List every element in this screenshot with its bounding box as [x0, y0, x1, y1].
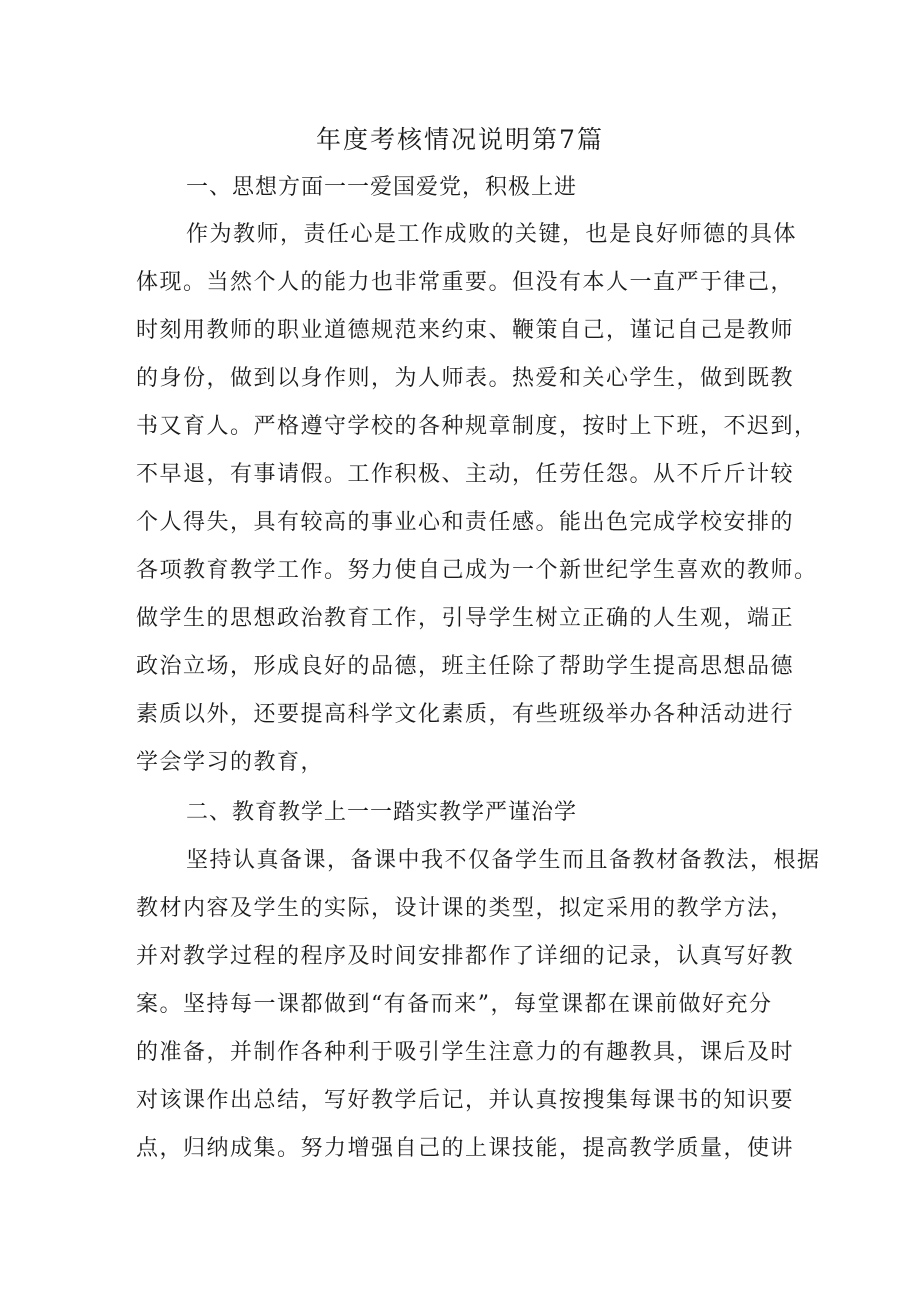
page-title: 年度考核情况说明第7篇 [316, 125, 604, 154]
paragraph-line: 素质以外，还要提高科学文化素质，有些班级举办各种活动进行 [136, 702, 795, 727]
section-heading-1: 一、思想方面一一爱国爱党，积极上进 [186, 175, 578, 200]
paragraph-line: 作为教师，责任心是工作成败的关键，也是良好师德的具体 [186, 222, 798, 247]
paragraph-line: 的准备，并制作各种利于吸引学生注意力的有趣教具，课后及时 [136, 1040, 795, 1065]
paragraph-line: 的身份，做到以身作则，为人师表。热爱和关心学生，做到既教 [136, 366, 795, 391]
section-heading-2: 二、教育教学上一一踏实教学严谨治学 [186, 800, 578, 825]
paragraph-line: 点，归纳成集。努力增强自己的上课技能，提高教学质量，使讲 [136, 1136, 795, 1161]
paragraph-line: 书又育人。严格遵守学校的各种规章制度，按时上下班，不迟到， [136, 414, 818, 439]
paragraph-line: 个人得失，具有较高的事业心和责任感。能出色完成学校安排的 [136, 510, 795, 535]
paragraph-line: 政治立场，形成良好的品德，班主任除了帮助学生提高思想品德 [136, 654, 795, 679]
paragraph-line: 做学生的思想政治教育工作，引导学生树立正确的人生观，端正 [136, 606, 795, 631]
paragraph-line: 体现。当然个人的能力也非常重要。但没有本人一直严于律己， [136, 270, 795, 295]
paragraph-line: 对该课作出总结，写好教学后记，并认真按搜集每课书的知识要 [136, 1088, 795, 1113]
paragraph-line: 各项教育教学工作。努力使自己成为一个新世纪学生喜欢的教师。 [136, 558, 818, 583]
paragraph-line: 并对教学过程的程序及时间安排都作了详细的记录，认真写好教 [136, 944, 795, 969]
paragraph-line: 坚持认真备课，备课中我不仅备学生而且备教材备教法，根据 [186, 848, 821, 873]
paragraph-line: 教材内容及学生的实际，设计课的类型，拟定采用的教学方法， [136, 896, 795, 921]
paragraph-line: 不早退，有事请假。工作积极、主动，任劳任怨。从不斤斤计较 [136, 462, 795, 487]
paragraph-line: 案。坚持每一课都做到“有备而来”，每堂课都在课前做好充分 [136, 992, 773, 1017]
paragraph-line: 学会学习的教育， [136, 750, 325, 775]
paragraph-line: 时刻用教师的职业道德规范来约束、鞭策自己，谨记自己是教师 [136, 318, 795, 343]
